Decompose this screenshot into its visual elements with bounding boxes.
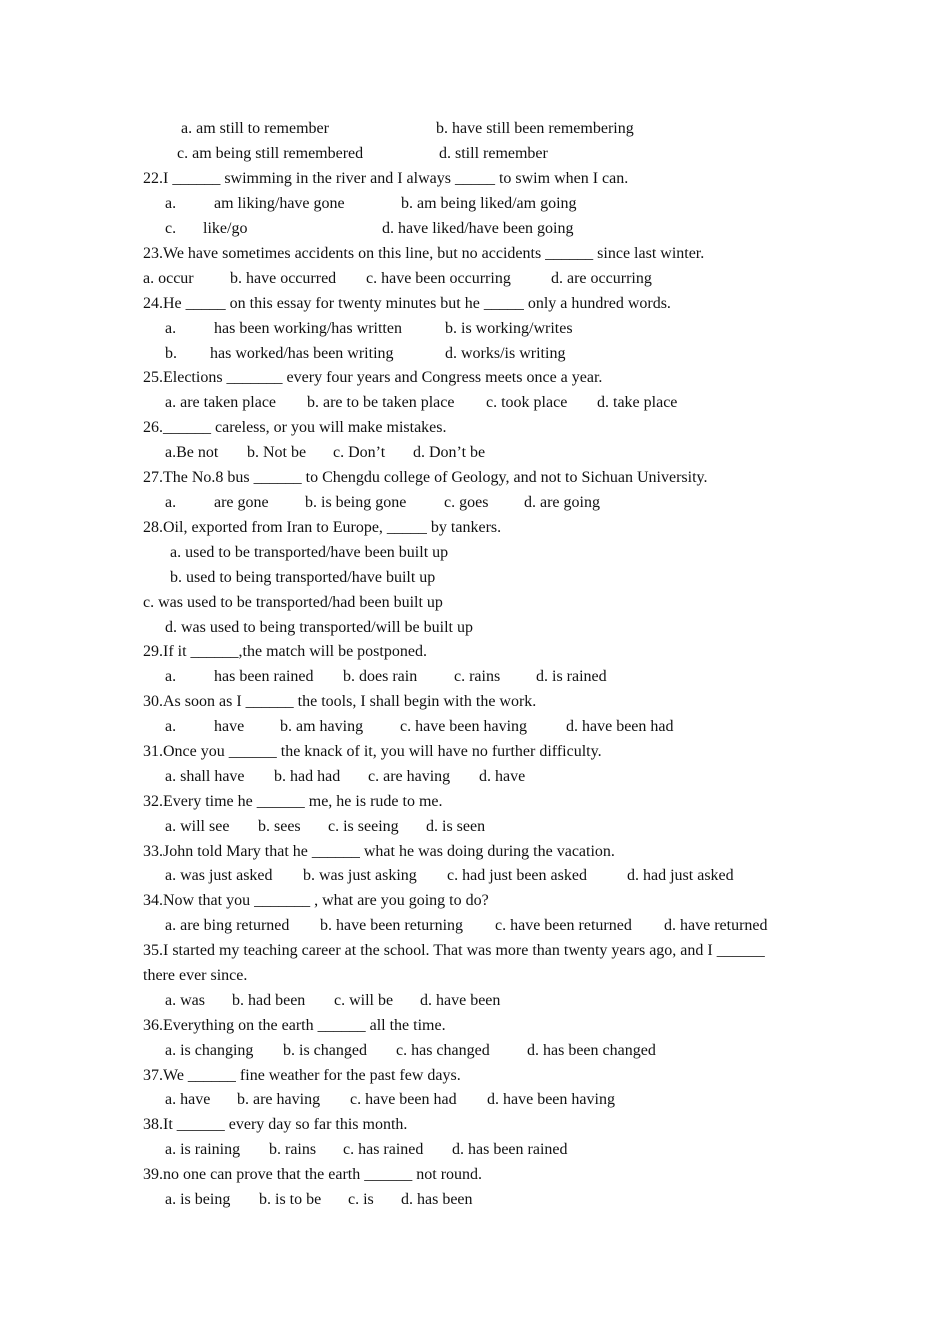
text-segment: 28.Oil, exported from Iran to Europe, _____ by tankers. <box>143 519 502 536</box>
text-segment: d. take place <box>597 394 678 411</box>
text-segment: c. are having <box>368 768 451 785</box>
text-segment: b. is changed <box>283 1042 367 1059</box>
text-segment: c. is seeing <box>328 818 399 835</box>
text-segment: d. was used to being transported/will be built up <box>165 619 473 636</box>
answer-options-line <box>0 221 950 241</box>
answer-options-line <box>0 769 950 789</box>
text-segment: a. is being <box>165 1191 231 1208</box>
text-segment: 38.It ______ every day so far this month. <box>143 1116 408 1133</box>
text-segment: c. have been occurring <box>366 270 511 287</box>
text-segment: c. goes <box>444 494 489 511</box>
answer-options-line <box>0 819 950 839</box>
answer-options-line <box>0 918 950 938</box>
text-segment: 34.Now that you _______ , what are you going to do? <box>143 892 489 909</box>
text-segment: d. have been having <box>487 1091 615 1108</box>
answer-options-line <box>0 1092 950 1112</box>
text-segment: a. have <box>165 1091 211 1108</box>
text-segment: d. is rained <box>536 668 607 685</box>
text-segment: c. Don’t <box>333 444 386 461</box>
question-line <box>0 171 950 191</box>
text-segment: like/go <box>203 220 248 237</box>
text-segment: c. took place <box>486 394 568 411</box>
text-segment: 31.Once you ______ the knack of it, you will have no further difficulty. <box>143 743 602 760</box>
text-segment: d. has been changed <box>527 1042 656 1059</box>
text-segment: b. had been <box>232 992 306 1009</box>
question-line <box>0 1068 950 1088</box>
answer-options-line <box>0 1142 950 1162</box>
text-segment: a. <box>165 668 177 685</box>
text-segment: a. is changing <box>165 1042 254 1059</box>
answer-options-line <box>0 346 950 366</box>
text-segment: there ever since. <box>143 967 248 984</box>
text-segment: a. <box>165 494 177 511</box>
question-line <box>0 1018 950 1038</box>
text-segment: are gone <box>214 494 269 511</box>
question-line <box>0 246 950 266</box>
text-segment: b. had had <box>274 768 341 785</box>
question-line <box>0 794 950 814</box>
text-segment: b. was just asking <box>303 867 417 884</box>
question-line <box>0 744 950 764</box>
text-segment: c. rains <box>454 668 501 685</box>
text-segment: a. was <box>165 992 205 1009</box>
text-segment: 39.no one can prove that the earth ______ not round. <box>143 1166 483 1183</box>
answer-options-line <box>0 395 950 415</box>
text-segment: have <box>214 718 245 735</box>
text-segment: 23.We have sometimes accidents on this line, but no accidents ______ since last winter. <box>143 245 705 262</box>
question-line <box>0 893 950 913</box>
text-segment: 22.I ______ swimming in the river and I always _____ to swim when I can. <box>143 170 629 187</box>
text-segment: c. have been returned <box>495 917 632 934</box>
text-segment: a. <box>165 195 177 212</box>
text-segment: b. rains <box>269 1141 317 1158</box>
text-segment: has been rained <box>214 668 314 685</box>
text-segment: has worked/has been writing <box>210 345 394 362</box>
text-segment: b. is being gone <box>305 494 407 511</box>
text-segment: b. used to being transported/have built up <box>170 569 436 586</box>
text-segment: d. have been had <box>566 718 674 735</box>
text-segment: am liking/have gone <box>214 195 345 212</box>
answer-options-line <box>0 146 950 166</box>
question-line <box>0 694 950 714</box>
answer-options-line <box>0 719 950 739</box>
answer-options-line <box>0 445 950 465</box>
text-segment: a. used to be transported/have been built up <box>170 544 449 561</box>
text-segment: 35.I started my teaching career at the school. That was more than twenty years ago, and I ______ <box>143 942 765 959</box>
answer-options-line <box>0 669 950 689</box>
text-segment: a. occur <box>143 270 194 287</box>
text-segment: a. is raining <box>165 1141 241 1158</box>
answer-options-line <box>0 321 950 341</box>
text-segment: b. am being liked/am going <box>401 195 577 212</box>
question-line <box>0 520 950 540</box>
text-segment: c. have been had <box>350 1091 457 1108</box>
text-segment: d. have returned <box>664 917 768 934</box>
text-segment: d. still remember <box>439 145 548 162</box>
text-segment: d. works/is writing <box>445 345 566 362</box>
text-segment: 26.______ careless, or you will make mistakes. <box>143 419 447 436</box>
question-line <box>0 296 950 316</box>
text-segment: c. had just been asked <box>447 867 587 884</box>
text-segment: a.Be not <box>165 444 219 461</box>
text-segment: b. have still been remembering <box>436 120 634 137</box>
text-segment: d. has been rained <box>452 1141 568 1158</box>
text-segment: b. sees <box>258 818 301 835</box>
answer-options-line <box>0 271 950 291</box>
text-segment: a. <box>165 718 177 735</box>
text-segment: c. has rained <box>343 1141 424 1158</box>
question-line <box>0 644 950 664</box>
answer-options-line <box>0 545 950 565</box>
text-segment: c. have been having <box>400 718 528 735</box>
text-segment: d. have been <box>420 992 501 1009</box>
text-segment: c. will be <box>334 992 394 1009</box>
text-segment: c. has changed <box>396 1042 490 1059</box>
question-line <box>0 1167 950 1187</box>
text-segment: b. am having <box>280 718 364 735</box>
question-line <box>0 1117 950 1137</box>
answer-options-line <box>0 1192 950 1212</box>
text-segment: b. are to be taken place <box>307 394 455 411</box>
answer-options-line <box>0 868 950 888</box>
text-segment: c. <box>165 220 177 237</box>
answer-options-line <box>0 495 950 515</box>
text-segment: d. are going <box>524 494 600 511</box>
question-line <box>0 370 950 390</box>
text-segment: 37.We ______ fine weather for the past few days. <box>143 1067 461 1084</box>
question-line <box>0 844 950 864</box>
answer-options-line <box>0 570 950 590</box>
answer-options-line <box>0 196 950 216</box>
text-segment: a. am still to remember <box>181 120 329 137</box>
text-segment: 29.If it ______,the match will be postponed. <box>143 643 427 660</box>
answer-options-line <box>0 1043 950 1063</box>
text-segment: b. have occurred <box>230 270 337 287</box>
question-line <box>0 470 950 490</box>
text-segment: d. Don’t be <box>413 444 486 461</box>
text-segment: c. is <box>348 1191 374 1208</box>
text-segment: a. <box>165 320 177 337</box>
question-line <box>0 943 950 963</box>
text-segment: b. does rain <box>343 668 418 685</box>
answer-options-line <box>0 993 950 1013</box>
text-segment: 30.As soon as I ______ the tools, I shall begin with the work. <box>143 693 537 710</box>
text-segment: d. are occurring <box>551 270 652 287</box>
text-segment: 36.Everything on the earth ______ all the time. <box>143 1017 446 1034</box>
text-segment: b. Not be <box>247 444 307 461</box>
text-segment: 27.The No.8 bus ______ to Chengdu college of Geology, and not to Sichuan University. <box>143 469 708 486</box>
text-segment: d. had just asked <box>627 867 734 884</box>
text-segment: 33.John told Mary that he ______ what he was doing during the vacation. <box>143 843 615 860</box>
text-segment: a. was just asked <box>165 867 273 884</box>
text-segment: d. have <box>479 768 526 785</box>
question-line <box>0 420 950 440</box>
text-segment: a. will see <box>165 818 230 835</box>
text-segment: a. are taken place <box>165 394 277 411</box>
text-segment: b. are having <box>237 1091 321 1108</box>
answer-options-line <box>0 595 950 615</box>
text-segment: 32.Every time he ______ me, he is rude to me. <box>143 793 443 810</box>
text-segment: has been working/has written <box>214 320 402 337</box>
answer-options-line <box>0 121 950 141</box>
text-segment: c. was used to be transported/had been built up <box>143 594 443 611</box>
text-segment: 24.He _____ on this essay for twenty minutes but he _____ only a hundred words. <box>143 295 671 312</box>
text-segment: a. shall have <box>165 768 245 785</box>
text-segment: b. is to be <box>259 1191 322 1208</box>
text-segment: b. have been returning <box>320 917 464 934</box>
text-segment: a. are bing returned <box>165 917 290 934</box>
text-segment: d. has been <box>401 1191 473 1208</box>
text-segment: b. is working/writes <box>445 320 573 337</box>
text-segment: b. <box>165 345 177 362</box>
text-segment: d. have liked/have been going <box>382 220 574 237</box>
answer-options-line <box>0 620 950 640</box>
answer-options-line <box>0 968 950 988</box>
text-segment: d. is seen <box>426 818 486 835</box>
text-segment: c. am being still remembered <box>177 145 364 162</box>
text-segment: 25.Elections _______ every four years and Congress meets once a year. <box>143 369 603 386</box>
